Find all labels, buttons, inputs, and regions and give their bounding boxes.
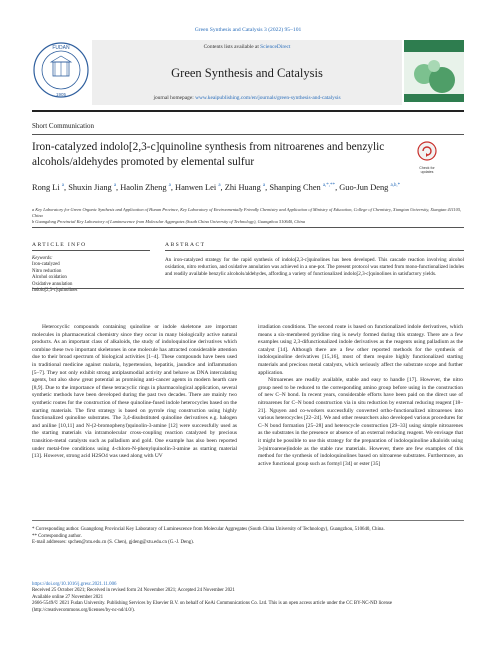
contents-prefix: Contents lists available at	[203, 44, 261, 50]
article-type: Short Communication	[32, 122, 95, 130]
doi-link[interactable]: https://doi.org/10.1016/j.gresc.2021.11.006	[32, 582, 117, 587]
footnote-corresponding-1: * Corresponding author. Guangdong Provincial Key Laboratory of Luminescence from Molecular Aggregates (South China University of Technology), Guangzhou, 510640, China.	[32, 527, 385, 532]
masthead	[32, 40, 464, 110]
header-rule	[32, 110, 464, 112]
author[interactable]: Shanping Chen $^{a,*,**}$	[269, 182, 336, 192]
homepage-link[interactable]: www.keaipublishing.com/en/journals/green-synthesis-and-catalysis	[195, 95, 341, 101]
online-date: Available online 27 November 2021	[32, 594, 104, 600]
title-rule	[32, 134, 464, 135]
author[interactable]: Haolin Zheng $^a$	[120, 182, 171, 192]
journal-cover-image	[404, 40, 464, 102]
article-info-heading: ARTICLE INFO	[32, 242, 87, 248]
body-paragraph: irradiation conditions. The second route is based on functionalized indole derivatives, which means a six-membered pyridine ring is newly formed during this strategy. There are a few examples using 2,3-difunctionalized indole derivatives as the reagents using palladium as the catalyst [14]. Although there are a few other reported methods for the synthesis of indoloquinoline derivatives [15,16], most of them require highly functionalized starting materials and precious metal catalysts, which seriously affect the substrate scope and further application.	[258, 324, 463, 376]
author-list: Rong Li $^a$, Shuxin Jiang $^a$, Haolin Zheng $^a$, Hanwen Lei $^a$, Zhi Huang $^a$, Shanping Chen $^{a,*,**}$, Guo-Jun Deng $^{a,b,*}$	[32, 182, 401, 192]
abstract-heading: ABSTRACT	[165, 242, 206, 248]
svg-text:1905: 1905	[55, 92, 67, 97]
keyword: Iron-catalyzed	[32, 262, 60, 268]
abstract-text: An iron-catalyzed strategy for the rapid synthesis of indolo[2,3-c]quinolines has been developed. This cascade reaction involving alcohol oxidation, nitro reduction, and oxidative annulation was achieved in a one-pot. The present protocol was started from mono-functionalized indoles and readily available benzylic alcohols/aldehydes, affording a variety of functionalized indolo[2,3-c]quinolines in satisfactory yields.	[165, 257, 464, 277]
homepage-line	[92, 95, 402, 101]
contents-line	[92, 44, 402, 50]
keyword: Indolo[2,3-c]quinolines	[32, 288, 78, 294]
svg-text:FUDAN: FUDAN	[52, 45, 70, 51]
footnote-emails[interactable]: E-mail addresses: spchen@xtu.edu.cn (S. Chen), gjdeng@xtu.edu.cn (G.-J. Deng).	[32, 540, 194, 546]
author[interactable]: Zhi Huang $^a$	[224, 182, 266, 192]
publication-info	[32, 582, 472, 614]
journal-banner	[92, 40, 402, 105]
check-updates-badge[interactable]	[413, 141, 441, 174]
affiliation-a: a Key Laboratory for Green Organic Synthesis and Application of Hunan Province, Key Laboratory of Environmentally Friendly Chemistry and Application of Ministry of Education, College of Chemistry, Xiangtan University, Xiangtan 411105, China	[32, 207, 462, 219]
homepage-prefix: journal homepage:	[153, 95, 196, 101]
affiliation-rule	[32, 227, 464, 228]
abstract-bottom-rule	[32, 288, 464, 289]
affiliations	[32, 207, 464, 226]
author[interactable]: Hanwen Lei $^a$	[175, 182, 221, 192]
license-text: 2666-5549/© 2021 Fudan University. Publishing Services by Elsevier B.V. on behalf of KeAi Communications Co. Ltd. This is an open access article under the CC BY-NC-ND license (http://creativecommons.org/licenses/by-nc-nd/4.0/).	[32, 601, 393, 613]
footnote-corresponding-2: ** Corresponding author.	[32, 533, 82, 539]
keyword: Alcohol oxidation	[32, 275, 67, 281]
check-updates-label: Check for updates	[419, 166, 435, 174]
footnote-rule	[32, 520, 464, 521]
keywords-label: Keywords:	[32, 256, 53, 261]
sciencedirect-link[interactable]: ScienceDirect	[260, 44, 291, 50]
university-seal-logo	[32, 40, 90, 100]
affiliation-b: b Guangdong Provincial Key Laboratory of Luminescence from Molecular Aggregates (South China University of Technology), Guangzhou 510640, China	[32, 219, 306, 225]
check-updates-icon	[417, 141, 437, 161]
author[interactable]: Rong Li $^a$	[32, 182, 65, 192]
running-header[interactable]: Green Synthesis and Catalysis 3 (2022) 95–101	[194, 27, 302, 33]
article-info-rule	[32, 250, 150, 251]
body-paragraph: Nitroarenes are readily available, stable and easy to handle [17]. However, the nitro group need to be reduced to the corresponding amino group before using in the construction of new C–N bond. In recent years, considerable efforts have been paid on the direct use of nitroarenes for C–N bond construction via in situ reduction by external reducing reagent [18–21]. Nguyen and co-workers successfully converted ortho-functionalized nitroarenes into various heterocycles [22–24]. We and other researchers also developed various procedures for C–N bond formation [25–28] and heterocycle construction [29–33] using simple nitroarenes as the substrates in the presence or absence of an external reducing reagent. We envisage that it might be possible to use this strategy for the preparation of indoloquinoline alkaloids using 3-(nitroarene)indole as the stable raw materials. However, there are few examples of this method for the synthesis of indoloquinolines based on nitroarene substrates. Furthermore, an active functional group such as formyl [34] or ester [35]	[258, 377, 463, 467]
body-column-right	[258, 324, 463, 468]
footnotes	[32, 527, 464, 547]
received-dates: Received 25 October 2021; Received in revised form 24 November 2021; Accepted 24 November 2021	[32, 588, 235, 594]
abstract-rule	[165, 250, 464, 251]
keyword: Oxidative annulation	[32, 281, 73, 287]
author[interactable]: Shuxin Jiang $^a$	[68, 182, 117, 192]
keyword: Nitro reduction	[32, 268, 62, 274]
body-column-left: Heterocyclic compounds containing quinoline or indole skeletone are important molecules in pharmaceutical chemistry since they occur in many biologically active natural products. As an important class of alkaloids, the study of indoloquinoline derivatives which combine these two important skeletones in one molecule has attracted considerable attention due to their broad spectrum of biological activities [1–4]. These compounds have been used in traditional medicine against malaria, hypertension, hepatitis, jaundice and inflammation [5–7]. They not only exhibit strong antiplasmodial activity and behave as DNA intercalating agents, but also show great potential as promising anti-cancer agents in modern hearth care [8,9]. Due to the importance of these tetracyclic rings in pharmacological application, several synthetic methods have been developed during the past two decades. There are mainly two synthetic routes for the construction of these quinoline-fused indole heterocycles based on the starting materials. The first strategy is based on pyrrole ring construction using highly functionalized quinoline substrates. The 3,4-disubstituted quinoline derivatives e.g. halogen and aniline [10,11] and N-(2-bromophenyl)quinolin-3-amine [12] were successfully used as the starting materials via intramolecular cross-coupling reaction catalyzed by precious transition-metal catalysts such as palladium and gold. One example has also been reported under metal-free conditions using 4-chloro-N-phenylquinolin-3-amine as starting material [13]. However, strong acid H2SO4 was used along with UV	[32, 324, 237, 460]
journal-title: Green Synthesis and Catalysis	[171, 66, 323, 80]
article-title: Iron-catalyzed indolo[2,3-c]quinoline synthesis from nitroarenes and benzylic alcohols/aldehydes promoted by elemental sulfur	[32, 141, 385, 168]
author[interactable]: Guo-Jun Deng $^{a,b,*}$	[339, 182, 401, 192]
